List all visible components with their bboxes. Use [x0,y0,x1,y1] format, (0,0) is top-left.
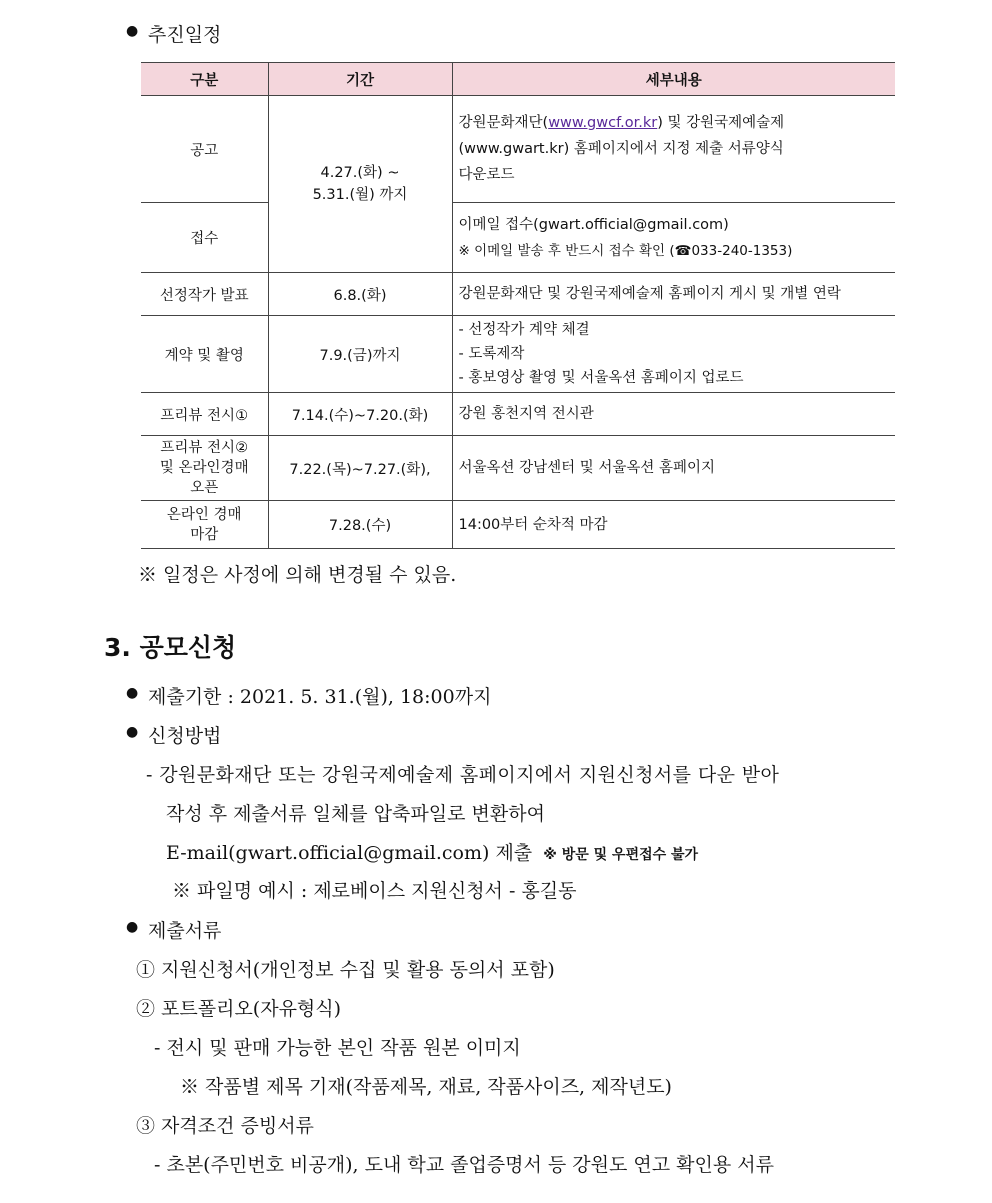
docs-heading: ● 제출서류 [148,916,221,943]
doc-item-2-note: ※ 작품별 제목 기재(작품제목, 재료, 작품사이즈, 제작년도) [180,1076,672,1098]
label-line: 온라인 경매 [166,506,242,523]
row-label-preview2 [141,436,268,501]
header-category: 구분 [141,63,268,96]
doc-item-2: ② 포트폴리오(자유형식) [136,998,342,1020]
method-line: 작성 후 제출서류 일체를 압축파일로 변환하여 [166,803,545,825]
label-line: 프리뷰 전시② [160,440,249,456]
table-row [141,316,895,393]
header-details: 세부내용 [452,63,895,96]
table-row [141,501,895,549]
schedule-table [141,62,895,549]
detail-text: (www.gwart.kr) 홈페이지에서 지정 제출 서류양식 [458,141,784,157]
label-line: 및 온라인경매 [159,460,249,476]
period-line: 4.27.(화) ~ [320,165,400,181]
detail-text: ) 및 강원국제예술제 [657,115,785,131]
period-contract: 7.9.(금)까지 [268,316,452,393]
table-row [141,273,895,316]
table-header-row [141,63,895,96]
table-row [141,96,895,203]
detail-text: 이메일 접수(gwart.official@gmail.com) [458,216,729,233]
doc-item-2-sub: - 전시 및 판매 가능한 본인 작품 원본 이미지 [154,1037,521,1059]
doc-item-3-sub: - 초본(주민번호 비공개), 도내 학교 졸업증명서 등 강원도 연고 확인용 서류 [154,1154,774,1176]
method-email: E-mail(gwart.official@gmail.com) 제출 [166,842,533,864]
period-auction-close: 7.28.(수) [268,501,452,549]
detail-text: 다운로드 [458,167,515,183]
method-heading: ● 신청방법 [148,721,221,748]
period-preview2: 7.22.(목)~7.27.(화), [268,436,452,501]
deadline-text: ● 제출기한 : 2021. 5. 31.(월), 18:00까지 [148,682,491,709]
period-line: 5.31.(월) 까지 [312,187,408,203]
row-label-receipt: 접수 [141,203,268,273]
row-label-preview1: 프리뷰 전시① [141,393,268,436]
table-row [141,393,895,436]
period-announcement-receipt [268,96,452,273]
table-row [141,203,895,273]
schedule-heading: ● 추진일정 [148,20,221,47]
detail-auction-close: 14:00부터 순차적 마감 [452,501,895,549]
gwcf-link[interactable]: www.gwcf.or.kr [548,115,658,131]
period-announce-artists: 6.8.(화) [268,273,452,316]
label-line: 마감 [190,526,219,543]
schedule-note: ※ 일정은 사정에 의해 변경될 수 있음. [138,564,457,586]
detail-text: - 홍보영상 촬영 및 서울옥션 홈페이지 업로드 [458,370,744,386]
header-period: 기간 [268,63,452,96]
row-label-contract: 계약 및 촬영 [141,316,268,393]
filename-example: ※ 파일명 예시 : 제로베이스 지원신청서 - 홍길동 [172,880,577,902]
period-preview1: 7.14.(수)~7.20.(화) [268,393,452,436]
detail-announcement [452,96,895,203]
table-row [141,436,895,501]
row-label-announce-artists: 선정작가 발표 [141,273,268,316]
method-email-note: ※ 방문 및 우편접수 불가 [543,847,699,863]
detail-preview1: 강원 홍천지역 전시관 [452,393,895,436]
method-email-line [166,838,698,865]
detail-text: ※ 이메일 발송 후 반드시 접수 확인 (☎033-240-1353) [458,242,793,259]
doc-item-1: ① 지원신청서(개인정보 수집 및 활용 동의서 포함) [136,959,555,981]
detail-text: - 선정작가 계약 체결 [458,322,590,338]
detail-contract [452,316,895,393]
detail-text: 강원문화재단( [458,115,549,131]
section-title: 3. 공모신청 [104,633,237,662]
row-label-announcement: 공고 [141,96,268,203]
method-line: - 강원문화재단 또는 강원국제예술제 홈페이지에서 지원신청서를 다운 받아 [146,764,780,786]
row-label-auction-close [141,501,268,549]
detail-preview2: 서울옥션 강남센터 및 서울옥션 홈페이지 [452,436,895,501]
label-line: 오픈 [190,480,219,496]
detail-receipt [452,203,895,273]
detail-announce-artists: 강원문화재단 및 강원국제예술제 홈페이지 게시 및 개별 연락 [452,273,895,316]
detail-text: - 도록제작 [458,346,525,362]
doc-item-3: ③ 자격조건 증빙서류 [136,1115,314,1137]
